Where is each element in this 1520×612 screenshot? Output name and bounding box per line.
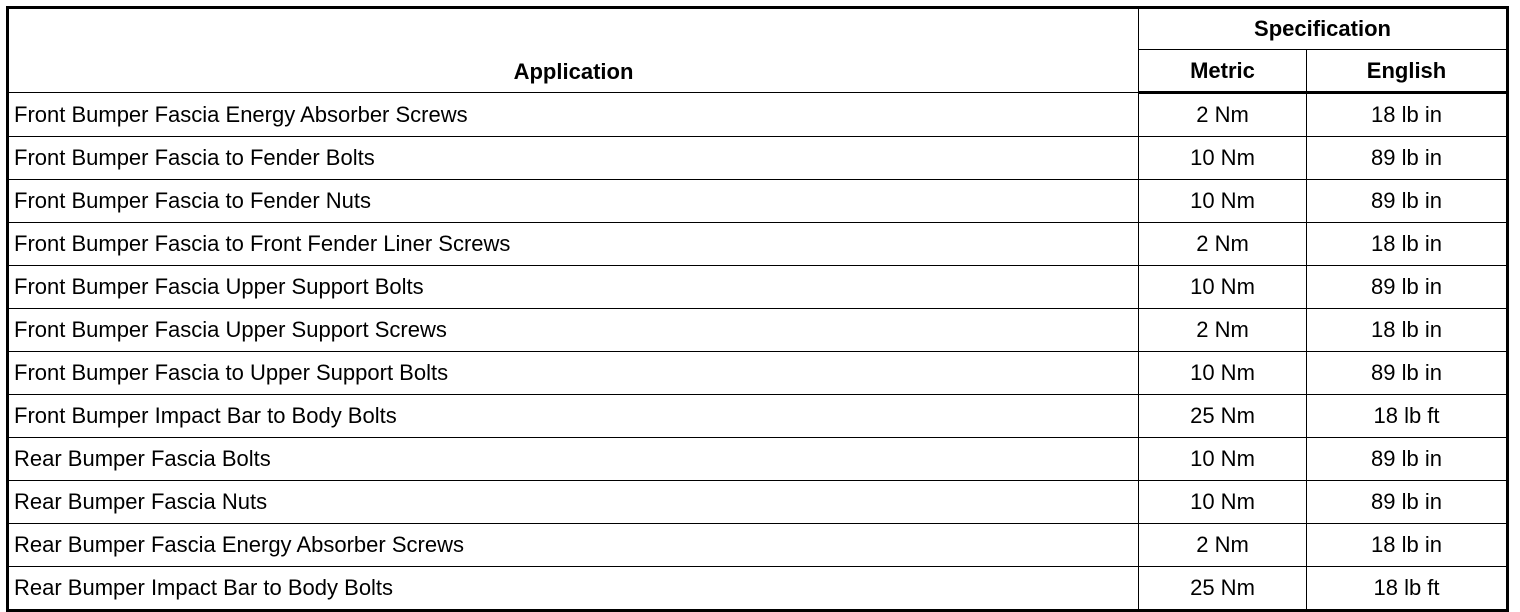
application-cell: Rear Bumper Impact Bar to Body Bolts xyxy=(8,567,1139,611)
application-cell: Rear Bumper Fascia Bolts xyxy=(8,438,1139,481)
application-column-header: Application xyxy=(8,8,1139,93)
table-row xyxy=(8,395,1508,438)
metric-cell: 2 Nm xyxy=(1139,93,1307,137)
table-row xyxy=(8,309,1508,352)
english-cell: 18 lb in xyxy=(1307,524,1508,567)
english-cell: 18 lb in xyxy=(1307,309,1508,352)
metric-cell: 10 Nm xyxy=(1139,352,1307,395)
english-cell: 89 lb in xyxy=(1307,438,1508,481)
application-cell: Front Bumper Fascia Upper Support Screws xyxy=(8,309,1139,352)
application-cell: Front Bumper Fascia Energy Absorber Screws xyxy=(8,93,1139,137)
header-row-top xyxy=(8,8,1508,50)
table-row xyxy=(8,567,1508,611)
table-row xyxy=(8,180,1508,223)
application-cell: Rear Bumper Fascia Energy Absorber Screws xyxy=(8,524,1139,567)
english-cell: 89 lb in xyxy=(1307,481,1508,524)
application-cell: Front Bumper Fascia Upper Support Bolts xyxy=(8,266,1139,309)
metric-cell: 2 Nm xyxy=(1139,223,1307,266)
metric-cell: 10 Nm xyxy=(1139,137,1307,180)
english-cell: 89 lb in xyxy=(1307,352,1508,395)
english-cell: 89 lb in xyxy=(1307,266,1508,309)
english-cell: 18 lb ft xyxy=(1307,395,1508,438)
application-cell: Rear Bumper Fascia Nuts xyxy=(8,481,1139,524)
table-body xyxy=(8,93,1508,611)
metric-column-header: Metric xyxy=(1139,50,1307,93)
metric-cell: 10 Nm xyxy=(1139,438,1307,481)
application-cell: Front Bumper Fascia to Fender Nuts xyxy=(8,180,1139,223)
english-cell: 18 lb in xyxy=(1307,93,1508,137)
specification-column-header: Specification xyxy=(1139,8,1508,50)
metric-cell: 2 Nm xyxy=(1139,309,1307,352)
english-cell: 18 lb in xyxy=(1307,223,1508,266)
table-row xyxy=(8,223,1508,266)
metric-cell: 25 Nm xyxy=(1139,567,1307,611)
application-cell: Front Bumper Fascia to Front Fender Liner Screws xyxy=(8,223,1139,266)
fastener-torque-spec-table xyxy=(6,6,1509,612)
english-cell: 18 lb ft xyxy=(1307,567,1508,611)
metric-cell: 10 Nm xyxy=(1139,266,1307,309)
table-row xyxy=(8,524,1508,567)
table-row xyxy=(8,352,1508,395)
english-cell: 89 lb in xyxy=(1307,137,1508,180)
table-row xyxy=(8,481,1508,524)
table-row xyxy=(8,93,1508,137)
application-cell: Front Bumper Fascia to Upper Support Bolts xyxy=(8,352,1139,395)
metric-cell: 2 Nm xyxy=(1139,524,1307,567)
english-cell: 89 lb in xyxy=(1307,180,1508,223)
application-cell: Front Bumper Impact Bar to Body Bolts xyxy=(8,395,1139,438)
metric-cell: 10 Nm xyxy=(1139,180,1307,223)
table-row xyxy=(8,438,1508,481)
table-header xyxy=(8,8,1508,93)
english-column-header: English xyxy=(1307,50,1508,93)
table-row xyxy=(8,266,1508,309)
metric-cell: 25 Nm xyxy=(1139,395,1307,438)
application-cell: Front Bumper Fascia to Fender Bolts xyxy=(8,137,1139,180)
metric-cell: 10 Nm xyxy=(1139,481,1307,524)
table-row xyxy=(8,137,1508,180)
